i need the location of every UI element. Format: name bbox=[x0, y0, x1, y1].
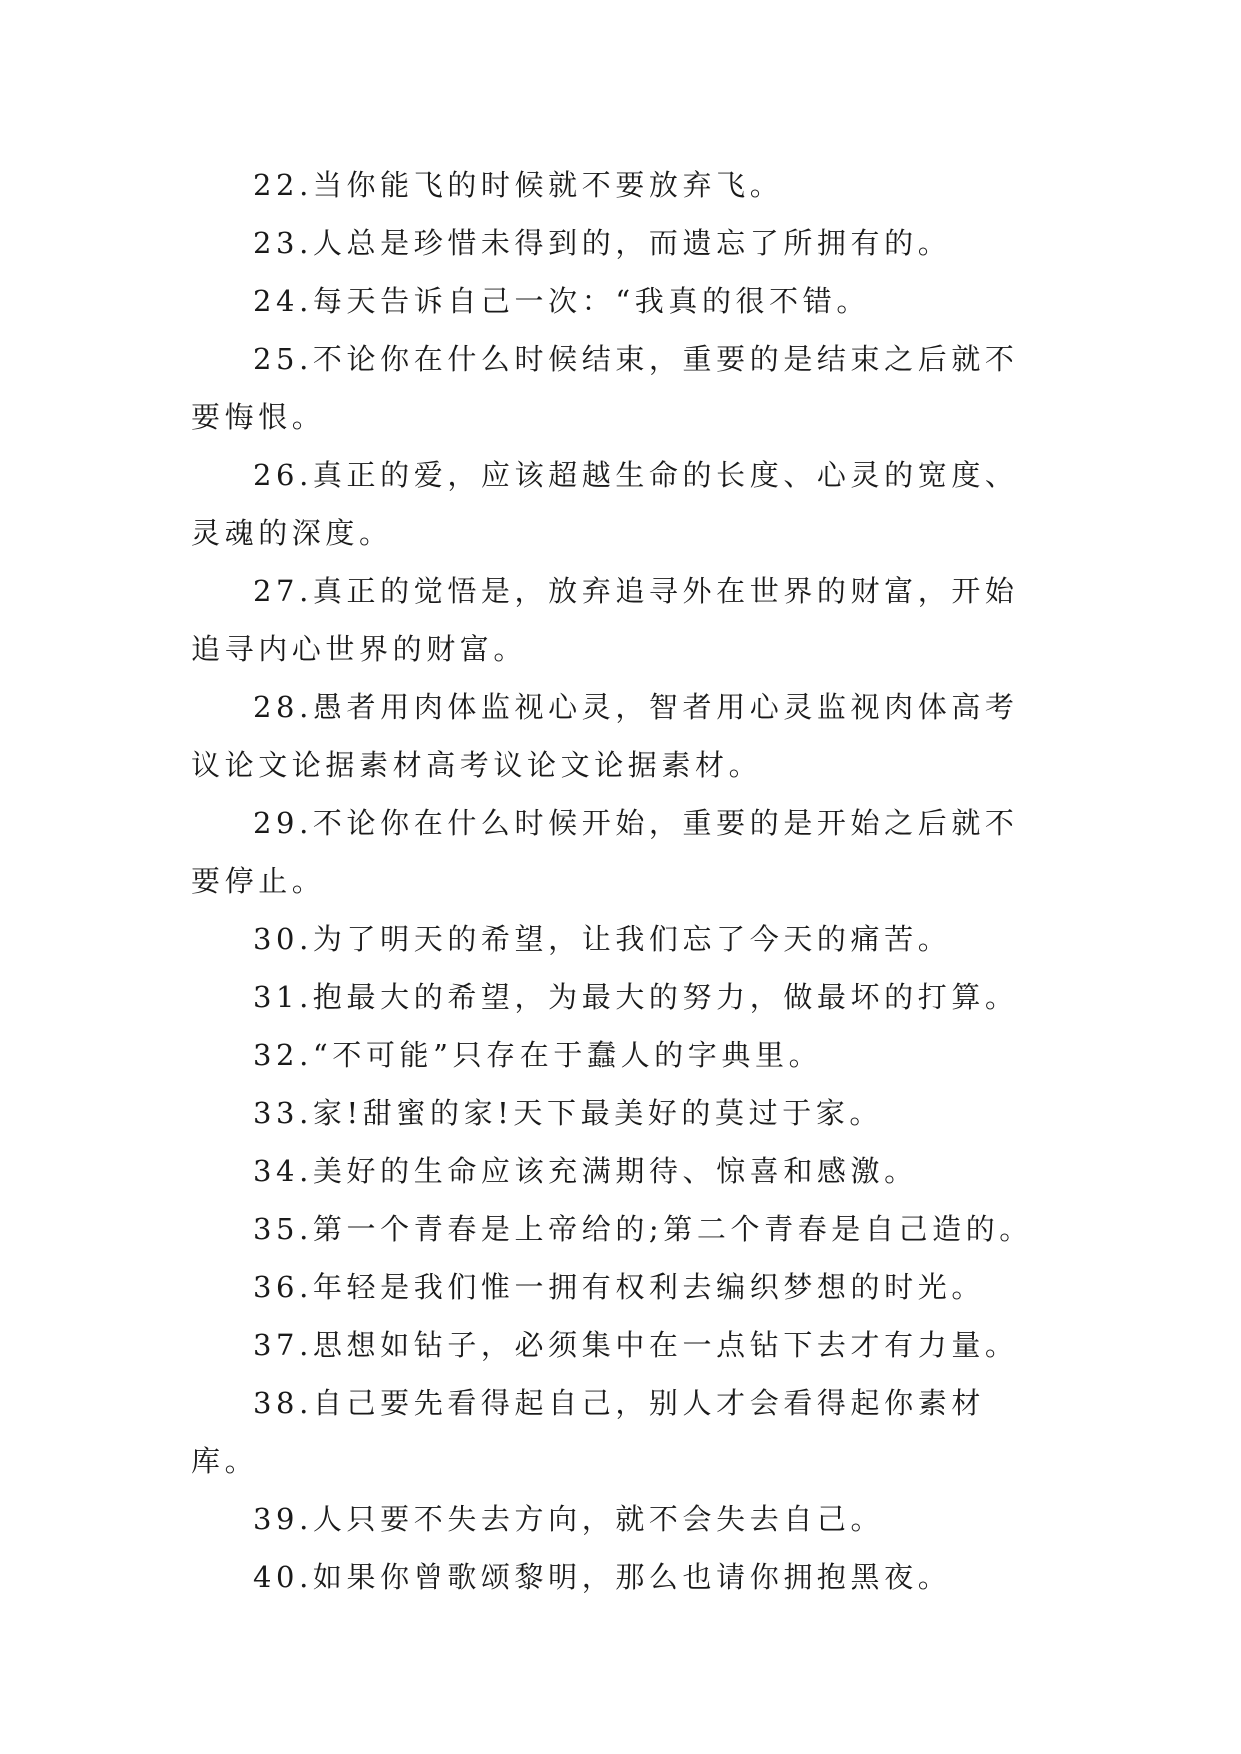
quote-paragraph-23: 23.人总是珍惜未得到的，而遗忘了所拥有的。 bbox=[253, 226, 952, 260]
quote-paragraph-24: 24.每天告诉自己一次：“我真的很不错。 bbox=[253, 284, 870, 318]
quote-paragraph-33: 33.家!甜蜜的家!天下最美好的莫过于家。 bbox=[253, 1096, 884, 1130]
quote-paragraph-37: 37.思想如钻子，必须集中在一点钻下去才有力量。 bbox=[253, 1328, 1019, 1362]
quote-paragraph-35: 35.第一个青春是上帝给的;第二个青春是自己造的。 bbox=[253, 1212, 1033, 1246]
quote-paragraph-31: 31.抱最大的希望，为最大的努力，做最坏的打算。 bbox=[253, 980, 1019, 1014]
quote-paragraph-29: 29.不论你在什么时候开始，重要的是开始之后就不要停止。 bbox=[191, 806, 1019, 898]
quote-paragraph-25: 25.不论你在什么时候结束，重要的是结束之后就不要悔恨。 bbox=[191, 342, 1019, 434]
quote-paragraph-27: 27.真正的觉悟是，放弃追寻外在世界的财富，开始追寻内心世界的财富。 bbox=[191, 574, 1019, 666]
quote-paragraph-36: 36.年轻是我们惟一拥有权利去编织梦想的时光。 bbox=[253, 1270, 985, 1304]
quote-paragraph-28: 28.愚者用肉体监视心灵，智者用心灵监视肉体高考议论文论据素材高考议论文论据素材。 bbox=[191, 690, 1019, 782]
quote-paragraph-30: 30.为了明天的希望，让我们忘了今天的痛苦。 bbox=[253, 922, 952, 956]
quote-paragraph-40: 40.如果你曾歌颂黎明，那么也请你拥抱黑夜。 bbox=[253, 1560, 952, 1594]
document-body bbox=[191, 156, 1051, 1606]
quote-paragraph-39: 39.人只要不失去方向，就不会失去自己。 bbox=[253, 1502, 885, 1536]
quote-paragraph-26: 26.真正的爱，应该超越生命的长度、心灵的宽度、灵魂的深度。 bbox=[191, 458, 1019, 550]
quote-paragraph-38: 38.自己要先看得起自己，别人才会看得起你素材库。 bbox=[191, 1386, 985, 1478]
quote-paragraph-34: 34.美好的生命应该充满期待、惊喜和感激。 bbox=[253, 1154, 918, 1188]
quote-paragraph-32: 32.“不可能”只存在于蠢人的字典里。 bbox=[253, 1038, 823, 1072]
quote-paragraph-22: 22.当你能飞的时候就不要放弃飞。 bbox=[253, 168, 784, 202]
